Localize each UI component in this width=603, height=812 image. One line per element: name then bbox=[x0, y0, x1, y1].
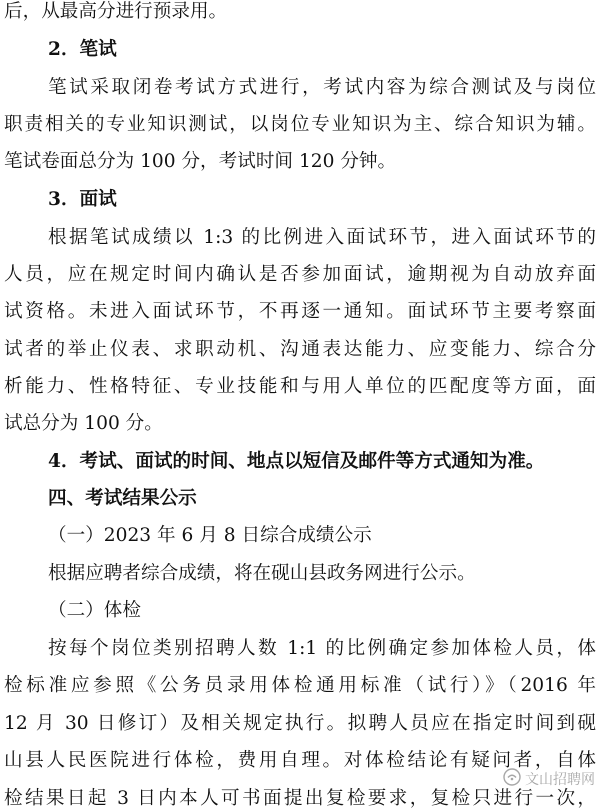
paragraph-line: 山县人民医院进行体检，费用自理。对体检结论有疑问者，自体 bbox=[4, 750, 596, 771]
paragraph-line: 试者的举止仪表、求职动机、沟通表达能力、应变能力、综合分 bbox=[4, 339, 596, 360]
section-heading: 4．考试、面试的时间、地点以短信及邮件等方式通知为准。 bbox=[48, 451, 545, 472]
paragraph-line: 职责相关的专业知识测试，以岗位专业知识为主、综合知识为辅。 bbox=[4, 114, 596, 135]
paragraph-line: 按每个岗位类别招聘人数 1:1 的比例确定参加体检人员，体 bbox=[48, 638, 596, 659]
subsection-heading: （二）体检 bbox=[48, 600, 141, 621]
paragraph-line: 根据应聘者综合成绩，将在砚山县政务网进行公示。 bbox=[48, 563, 476, 584]
section-heading: 2．笔试 bbox=[48, 39, 117, 60]
paragraph-line: 后，从最高分进行预录用。 bbox=[4, 1, 228, 22]
paragraph-line: 人员，应在规定时间内确认是否参加面试，逾期视为自动放弃面 bbox=[4, 264, 596, 285]
subsection-heading: （一）2023 年 6 月 8 日综合成绩公示 bbox=[48, 525, 372, 546]
wechat-official-account-icon bbox=[503, 768, 521, 790]
paragraph-line: 检结果日起 3 日内本人可书面提出复检要求，复检只进行一次， bbox=[4, 788, 596, 809]
paragraph-line: 检标准应参照《公务员录用体检通用标准（试行）》（2016 年 bbox=[4, 675, 596, 696]
paragraph-line: 试总分为 100 分。 bbox=[4, 413, 163, 434]
watermark-text: 文山招聘网 bbox=[525, 772, 595, 788]
paragraph-line: 12 月 30 日修订）及相关规定执行。拟聘人员应在指定时间到砚 bbox=[4, 713, 596, 734]
paragraph-line: 笔试卷面总分为 100 分，考试时间 120 分钟。 bbox=[4, 151, 397, 172]
paragraph-line: 试资格。未进入面试环节，不再逐一通知。面试环节主要考察面 bbox=[4, 301, 596, 322]
section-heading: 四、考试结果公示 bbox=[48, 488, 197, 509]
paragraph-line: 根据笔试成绩以 1:3 的比例进入面试环节，进入面试环节的 bbox=[48, 227, 596, 248]
paragraph-line: 笔试采取闭卷考试方式进行，考试内容为综合测试及与岗位 bbox=[48, 77, 596, 98]
watermark bbox=[503, 768, 595, 790]
section-heading: 3．面试 bbox=[48, 189, 117, 210]
paragraph-line: 析能力、性格特征、专业技能和与用人单位的匹配度等方面，面 bbox=[4, 376, 596, 397]
